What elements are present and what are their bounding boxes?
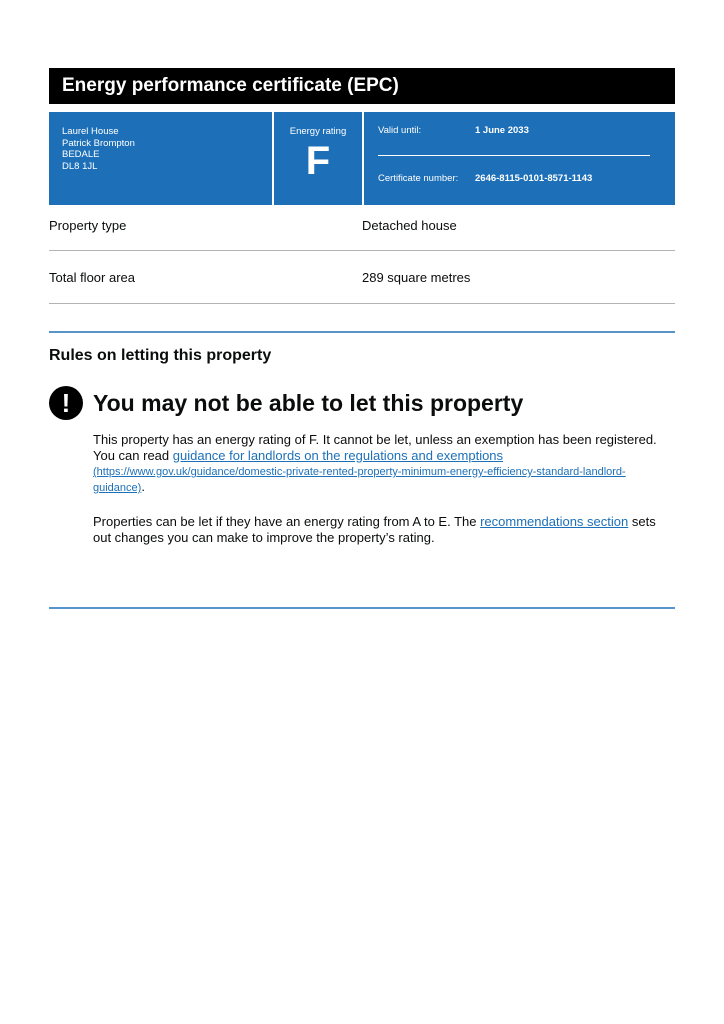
- floor-area-value: 289 square metres: [362, 269, 471, 285]
- rating-text-end: sets out changes you can make to improve the property’s rating.: [93, 514, 656, 545]
- property-type-value: Detached house: [362, 218, 457, 233]
- valid-until-label: Valid until:: [378, 125, 422, 136]
- section-divider-top: [49, 331, 675, 333]
- energy-rating-letter: F: [305, 139, 331, 183]
- energy-rating-label: Energy rating: [289, 126, 347, 137]
- exemption-paragraph: [93, 432, 675, 495]
- valid-until-value: 1 June 2033: [475, 125, 529, 136]
- address-line-1: Laurel House: [62, 126, 119, 137]
- property-type-label: Property type: [49, 218, 127, 233]
- floor-area-row: [49, 251, 675, 304]
- rating-paragraph: [93, 514, 675, 545]
- floor-area-label: Total floor area: [49, 269, 135, 285]
- address-line-2: Patrick Brompton: [62, 137, 135, 149]
- energy-rating-block: [274, 112, 362, 205]
- exemption-end: .: [141, 479, 145, 494]
- summary-box: [49, 112, 675, 205]
- landlord-guidance-url[interactable]: (https://www.gov.uk/guidance/domestic-private-rented-property-minimum-energy-efficiency-standard-landlord-guidance): [93, 466, 626, 494]
- recommendations-link[interactable]: recommendations section: [480, 514, 629, 529]
- landlord-guidance-link[interactable]: guidance for landlords on the regulations and exemptions: [172, 447, 504, 463]
- letting-rules-heading: Rules on letting this property: [49, 347, 272, 364]
- warning-icon: !: [49, 386, 83, 420]
- warning-title: You may not be able to let this property: [93, 390, 524, 416]
- property-type-row: [49, 201, 675, 251]
- page-title: Energy performance certificate (EPC): [49, 68, 675, 104]
- warning-callout: [49, 386, 675, 420]
- certificate-number-label: Certificate number:: [378, 173, 459, 184]
- certificate-meta: [364, 112, 675, 205]
- address-block: [49, 112, 272, 205]
- address-town: BEDALE: [62, 149, 100, 160]
- address-postcode: DL8 1JL: [62, 160, 98, 172]
- epc-page: [49, 68, 675, 609]
- exemption-text: This property has an energy rating of F. It cannot be let, unless an exemption has been registered. You can read: [93, 432, 657, 463]
- rating-text: Properties can be let if they have an energy rating from A to E. The: [93, 514, 481, 529]
- certificate-number-value: 2646-8115-0101-8571-1143: [475, 173, 593, 184]
- letting-rules-body: [93, 432, 675, 545]
- section-divider-bottom: [49, 607, 675, 609]
- meta-divider: [378, 155, 650, 156]
